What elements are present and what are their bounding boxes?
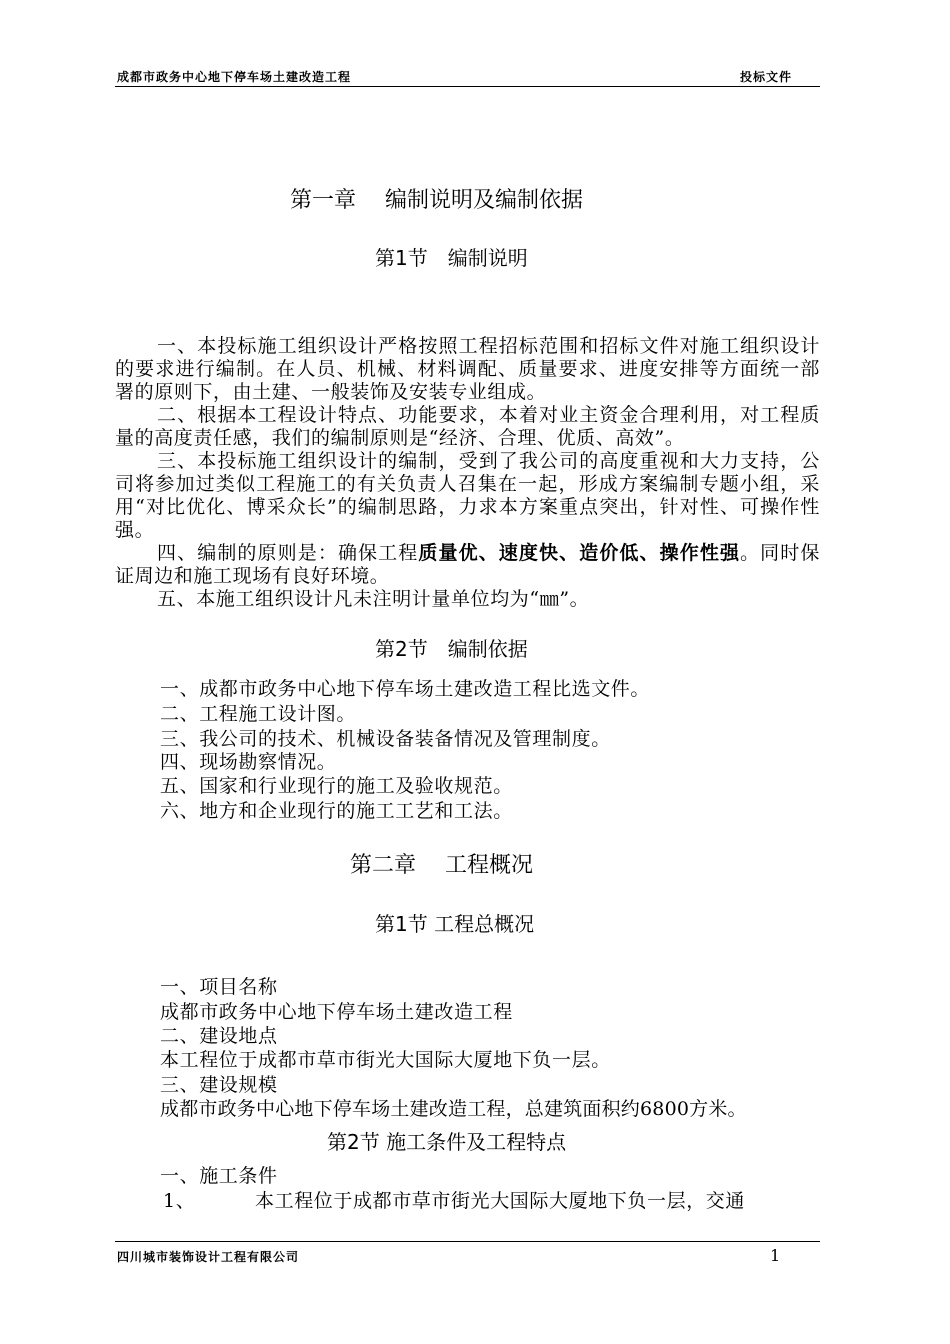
paragraph-3: 三、本投标施工组织设计的编制，受到了我公司的高度重视和大力支持，公司将参加过类似工程施工的有关负责人召集在一起，形成方案编制专题小组，采用“对比优化、博采众长”的编制思路，力求本方案重点突出，针对性、可操作性强。 (115, 450, 820, 541)
paragraph-4-post: 。同时保证周边和施工现场有良好环境。 (115, 542, 820, 587)
overview-line-3: 二、建设地点 (160, 1025, 278, 1047)
header-rule (115, 86, 820, 87)
basis-item-4: 四、现场勘察情况。 (160, 751, 337, 773)
section-2-2-title: 第2节 施工条件及工程特点 (327, 1130, 567, 1154)
footer-company: 四川城市装饰设计工程有限公司 (117, 1250, 300, 1264)
basis-item-1: 一、成都市政务中心地下停车场土建改造工程比选文件。 (160, 678, 651, 700)
chapter-1-title: 第一章 编制说明及编制依据 (290, 188, 583, 213)
section-1-2-title: 第2节 编制依据 (375, 637, 528, 661)
paragraph-1: 一、本投标施工组织设计严格按照工程招标范围和招标文件对施工组织设计的要求进行编制。在人员、机械、材料调配、质量要求、进度安排等方面统一部署的原则下，由土建、一般装饰及安装专业组成。 (115, 335, 820, 403)
paragraph-2: 二、根据本工程设计特点、功能要求，本着对业主资金合理利用，对工程质量的高度责任感，我们的编制原则是“经济、合理、优质、高效”。 (115, 404, 820, 449)
paragraph-4 (115, 542, 820, 588)
section-1-1-body (115, 335, 820, 611)
overview-line-2: 成都市政务中心地下停车场土建改造工程 (160, 1001, 513, 1023)
overview-line-6: 成都市政务中心地下停车场土建改造工程，总建筑面积约6800方米。 (160, 1098, 747, 1120)
paragraph-4-bold: 质量优、速度快、造价低、操作性强 (418, 542, 741, 564)
paragraph-4-pre: 四、编制的原则是：确保工程 (157, 542, 419, 564)
overview-line-5: 三、建设规模 (160, 1074, 278, 1096)
section-1-1-title: 第1节 编制说明 (375, 246, 528, 270)
header-project-title: 成都市政务中心地下停车场土建改造工程 (117, 70, 352, 84)
conditions-item-2-text: 本工程位于成都市草市街光大国际大厦地下负一层，交通 (255, 1190, 746, 1212)
conditions-item-2-number: 1、 (163, 1190, 196, 1212)
section-2-1-title: 第1节 工程总概况 (375, 912, 535, 936)
chapter-2-title: 第二章 工程概况 (350, 853, 533, 878)
overview-line-1: 一、项目名称 (160, 976, 278, 998)
basis-item-3: 三、我公司的技术、机械设备装备情况及管理制度。 (160, 728, 611, 750)
conditions-item-1: 一、施工条件 (160, 1165, 278, 1187)
overview-line-4: 本工程位于成都市草市街光大国际大厦地下负一层。 (160, 1049, 611, 1071)
basis-item-6: 六、地方和企业现行的施工工艺和工法。 (160, 800, 513, 822)
page-number: 1 (770, 1246, 781, 1265)
header-doc-type: 投标文件 (740, 70, 793, 84)
paragraph-5: 五、本施工组织设计凡未注明计量单位均为“㎜”。 (157, 588, 590, 610)
basis-item-2: 二、工程施工设计图。 (160, 703, 357, 725)
footer-rule (115, 1241, 820, 1242)
basis-item-5: 五、国家和行业现行的施工及验收规范。 (160, 775, 513, 797)
